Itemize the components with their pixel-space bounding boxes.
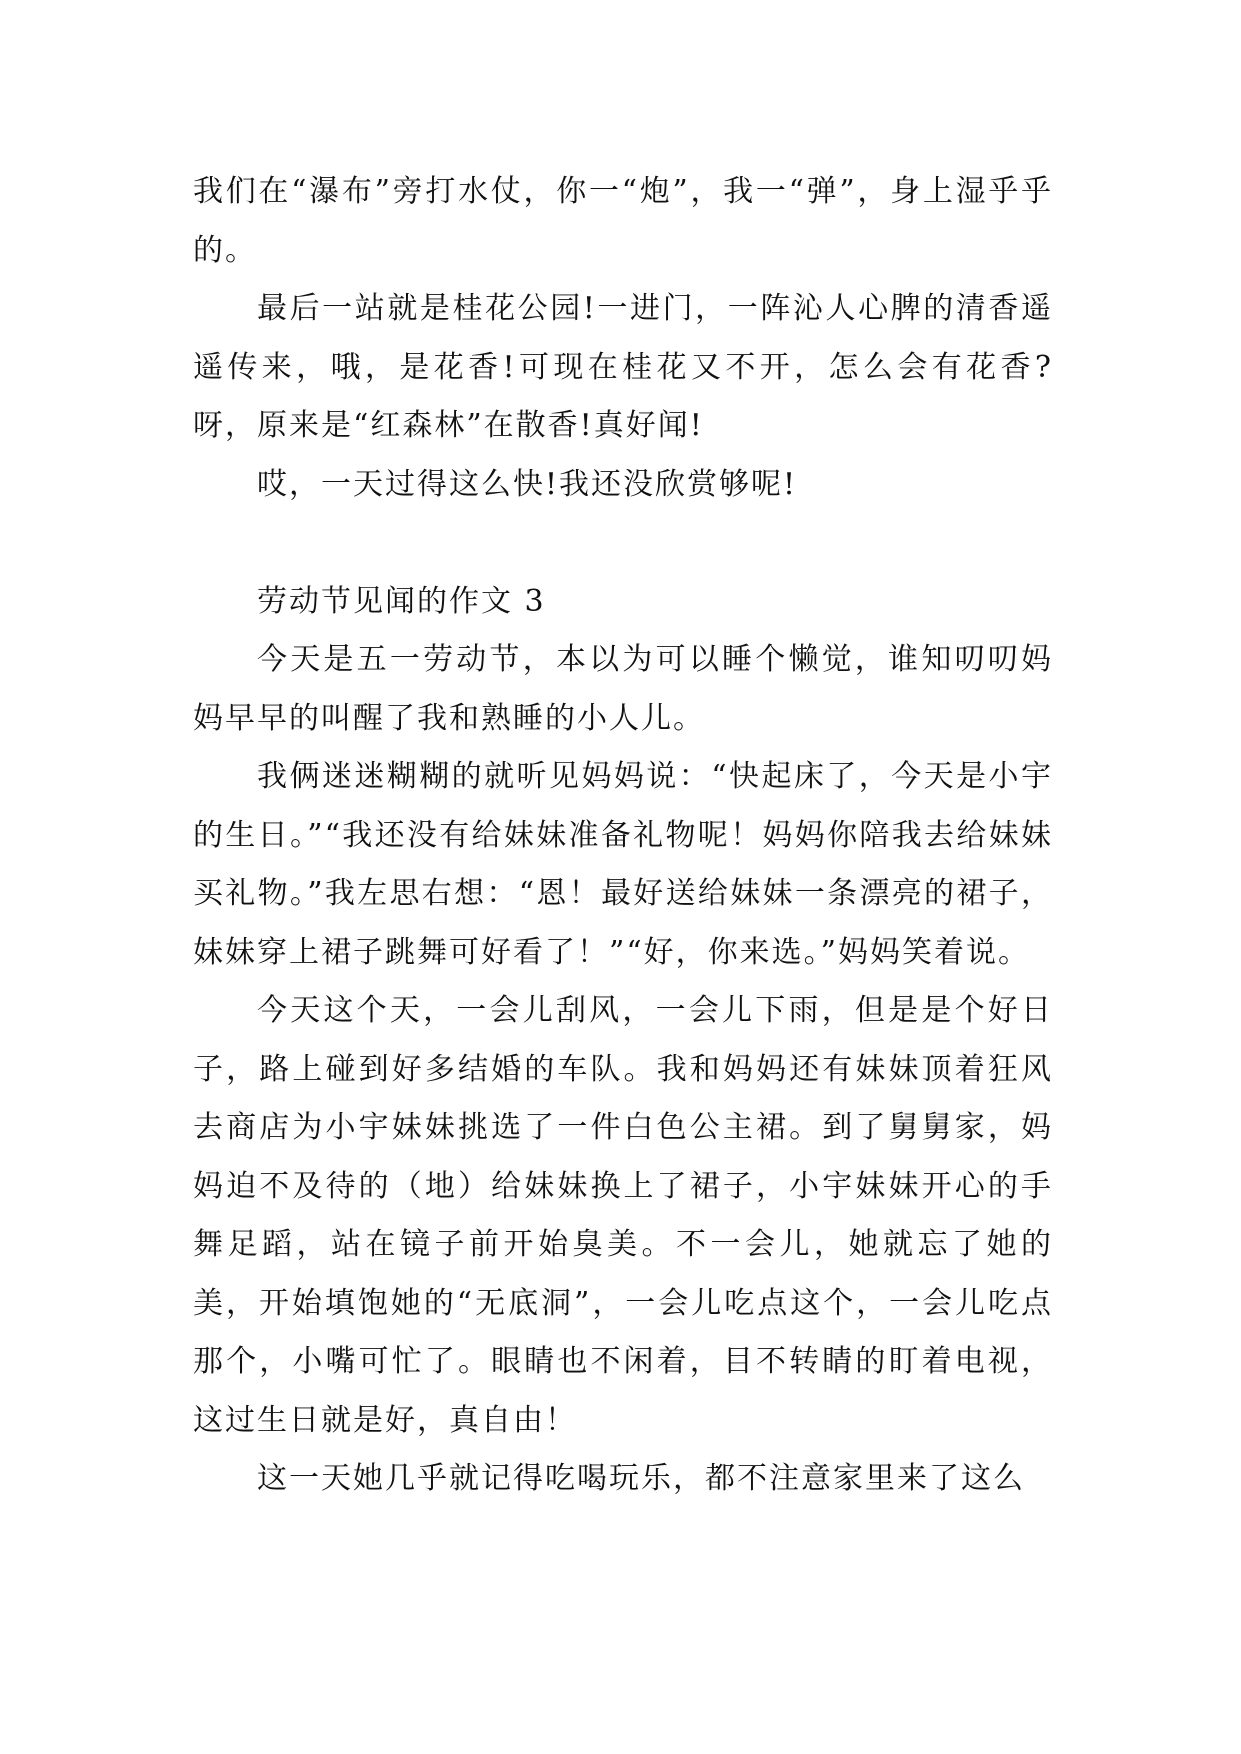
paragraph-1: 我们在“瀑布”旁打水仗，你一“炮”，我一“弹”，身上湿乎乎的。 [193, 174, 1053, 268]
section-title: 劳动节见闻的作文 3 [257, 583, 546, 619]
paragraph-5: 我俩迷迷糊糊的就听见妈妈说：“快起床了，今天是小宇的生日。”“我还没有给妹妹准备礼物呢！妈妈你陪我去给妹妹买礼物。”我左思右想：“恩！最好送给妹妹一条漂亮的裙子，妹妹穿上裙子跳舞可好看了！”“好，你来选。”妈妈笑着说。 [193, 759, 1053, 970]
paragraph-3: 哎，一天过得这么快!我还没欣赏够呢! [257, 466, 798, 502]
paragraph-4: 今天是五一劳动节，本以为可以睡个懒觉，谁知叨叨妈妈早早的叫醒了我和熟睡的小人儿。 [193, 642, 1053, 736]
document-body [193, 163, 1053, 1509]
section-gap [193, 514, 1053, 573]
paragraph-7: 这一天她几乎就记得吃喝玩乐，都不注意家里来了这么 [257, 1461, 1025, 1496]
paragraph-2: 最后一站就是桂花公园!一进门，一阵沁人心脾的清香遥遥传来，哦，是花香!可现在桂花又不开，怎么会有花香?呀，原来是“红森林”在散香!真好闻! [193, 291, 1053, 443]
paragraph-6: 今天这个天，一会儿刮风，一会儿下雨，但是是个好日子，路上碰到好多结婚的车队。我和妈妈还有妹妹顶着狂风去商店为小宇妹妹挑选了一件白色公主裙。到了舅舅家，妈妈迫不及待的（地）给妹妹换上了裙子，小宇妹妹开心的手舞足蹈，站在镜子前开始臭美。不一会儿，她就忘了她的美，开始填饱她的“无底洞”，一会儿吃点这个，一会儿吃点那个，小嘴可忙了。眼睛也不闲着，目不转睛的盯着电视，这过生日就是好，真自由！ [193, 993, 1053, 1438]
